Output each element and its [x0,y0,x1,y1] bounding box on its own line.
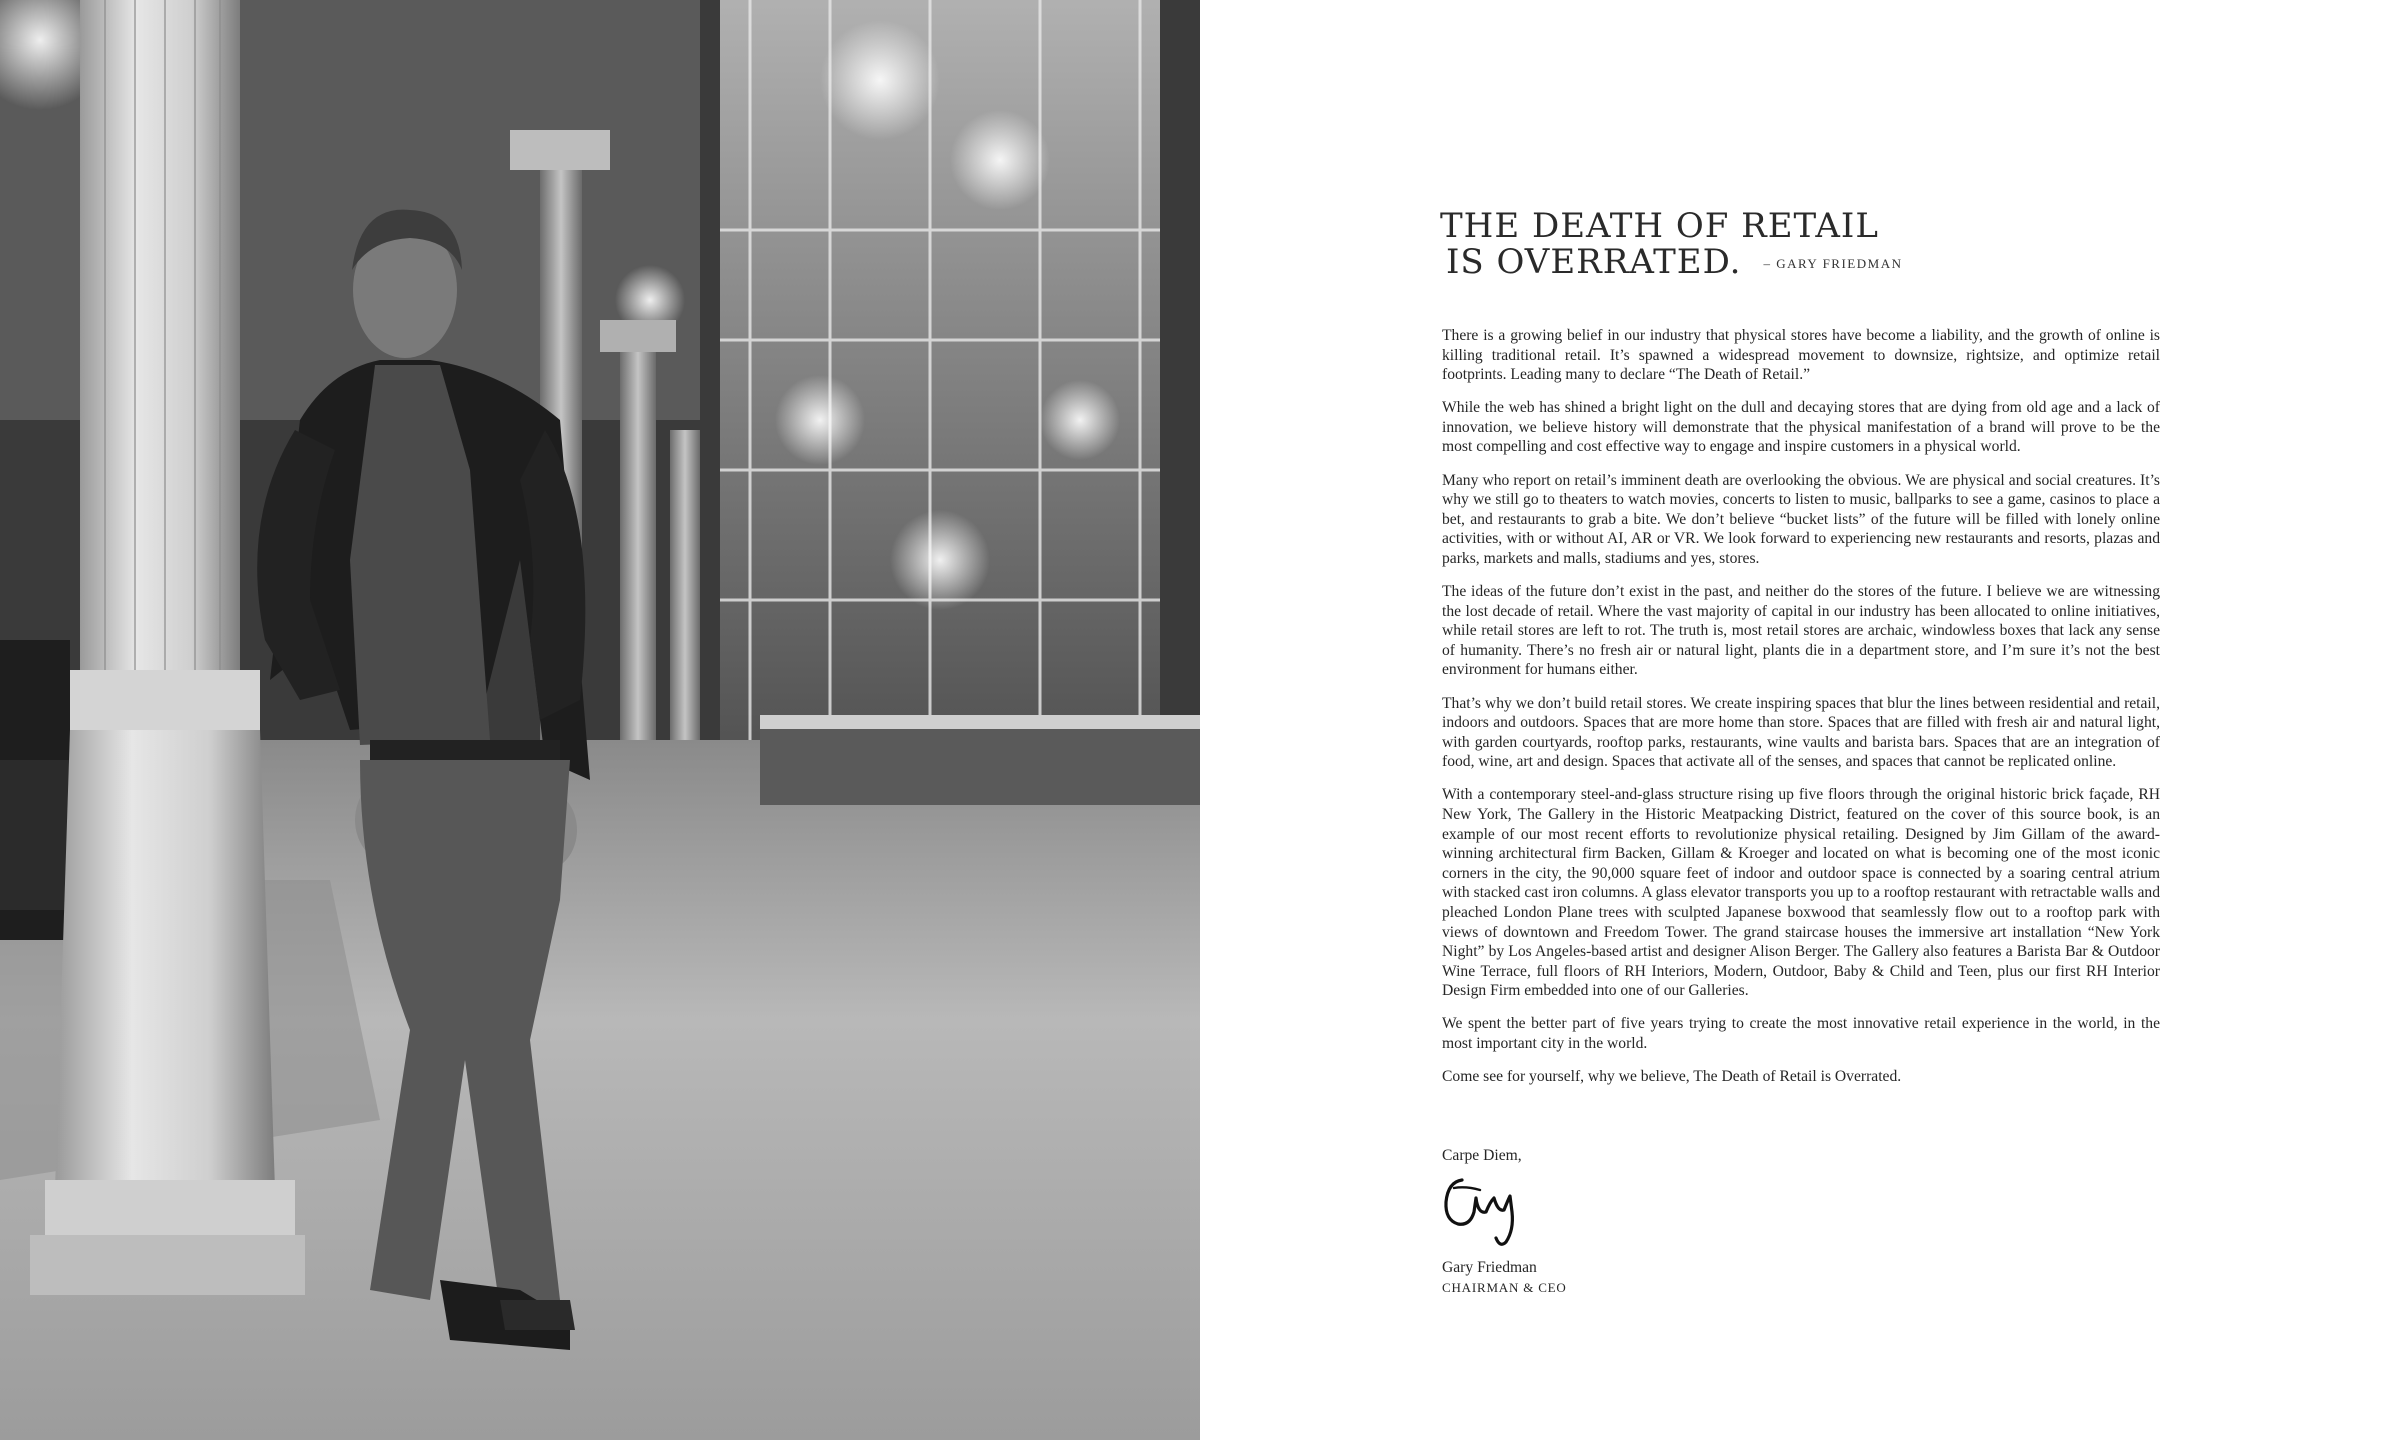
closing-salutation: Carpe Diem, [1442,1147,1522,1164]
paragraph: The ideas of the future don’t exist in the past, and neither do the stores of the future. I believe we are witnessing the lost decade of retail. Where the vast majority of capital in our industry has been allocated to online initiatives, while retail stores are left to rot. The truth is, most retail stores are archaic, windowless boxes that lack any sense of humanity. There’s no fresh air or natural light, plants die in a department store, and I’m sure it’s not the best environment for humans either. [1442,583,2160,679]
headline-line-2 [1440,244,1902,282]
signer-name: Gary Friedman [1442,1259,1537,1276]
headline [1440,208,1902,282]
signer-title: CHAIRMAN & CEO [1442,1279,1567,1295]
paragraph: While the web has shined a bright light on the dull and decaying stores that are dying from old age and a lack of innovation, we believe history will demonstrate that the physical manifestation of a brand will prove to be the most compelling and cost effective way to engage and inspire customers in a physical world. [1442,399,2160,456]
letter-body [1442,326,2160,1100]
headline-line-1: THE DEATH OF RETAIL [1440,206,1879,246]
paragraph: We spent the better part of five years trying to create the most innovative retail experience in the world, in the most important city in the world. [1442,1015,2160,1052]
signature-image [1440,1168,1530,1248]
paragraph: With a contemporary steel-and-glass structure rising up five floors through the original historic brick façade, RH New York, The Gallery in the Historic Meatpacking District, featured on the cover of this source book, is an example of our most recent efforts to revolutionize physical retailing. Designed by Jim Gillam of the award-winning architectural firm Backen, Gillam & Kroeger and located on what is becoming one of the most iconic corners in the city, the 90,000 square feet of indoor and outdoor space is connected by a soaring central atrium with stacked cast iron columns. A glass elevator transports you up to a rooftop restaurant with retractable walls and pleached London Plane trees with sculpted Japanese boxwood that seamlessly flow out to a rooftop park with views of downtown and Freedom Tower. The grand staircase houses the immersive art installation “New York Night” by Los Angeles-based artist and designer Alison Berger. The Gallery also features a Barista Bar & Outdoor Wine Terrace, full floors of RH Interiors, Modern, Outdoor, Baby & Child and Teen, plus our first RH Interior Design Firm embedded into one of our Galleries. [1442,786,2160,1000]
headline-line-2-text: IS OVERRATED. [1446,242,1742,282]
signer-block [1442,1258,1567,1297]
paragraph: That’s why we don’t build retail stores. We create inspiring spaces that blur the lines between residential and retail, indoors and outdoors. Spaces that are more home than store. Spaces that are filled with fresh air and natural light, with garden courtyards, rooftop parks, restaurants, wine vaults and barista bars. Spaces that are an integration of food, wine, art and design. Spaces that activate all of the senses, and spaces that cannot be replicated online. [1442,694,2160,771]
paragraph: Many who report on retail’s imminent death are overlooking the obvious. We are physical and social creatures. It’s why we still go to theaters to watch movies, concerts to listen to music, ballparks to see a game, casinos to place a bet, and restaurants to grab a bite. We don’t believe “bucket lists” of the future will be filled with lonely online activities, with or without AI, AR or VR. We look forward to experiencing new restaurants and resorts, plazas and parks, markets and malls, stadiums and yes, stores. [1442,471,2160,567]
paragraph: Come see for yourself, why we believe, The Death of Retail is Overrated. [1442,1068,1902,1086]
paragraph: There is a growing belief in our industry that physical stores have become a liability, and the growth of online is killing traditional retail. It’s spawned a widespread movement to downsize, rightsize, and optimize retail footprints. Leading many to declare “The Death of Retail.” [1442,327,2160,384]
byline: – GARY FRIEDMAN [1763,256,1903,271]
letter-page [1200,0,2400,1440]
